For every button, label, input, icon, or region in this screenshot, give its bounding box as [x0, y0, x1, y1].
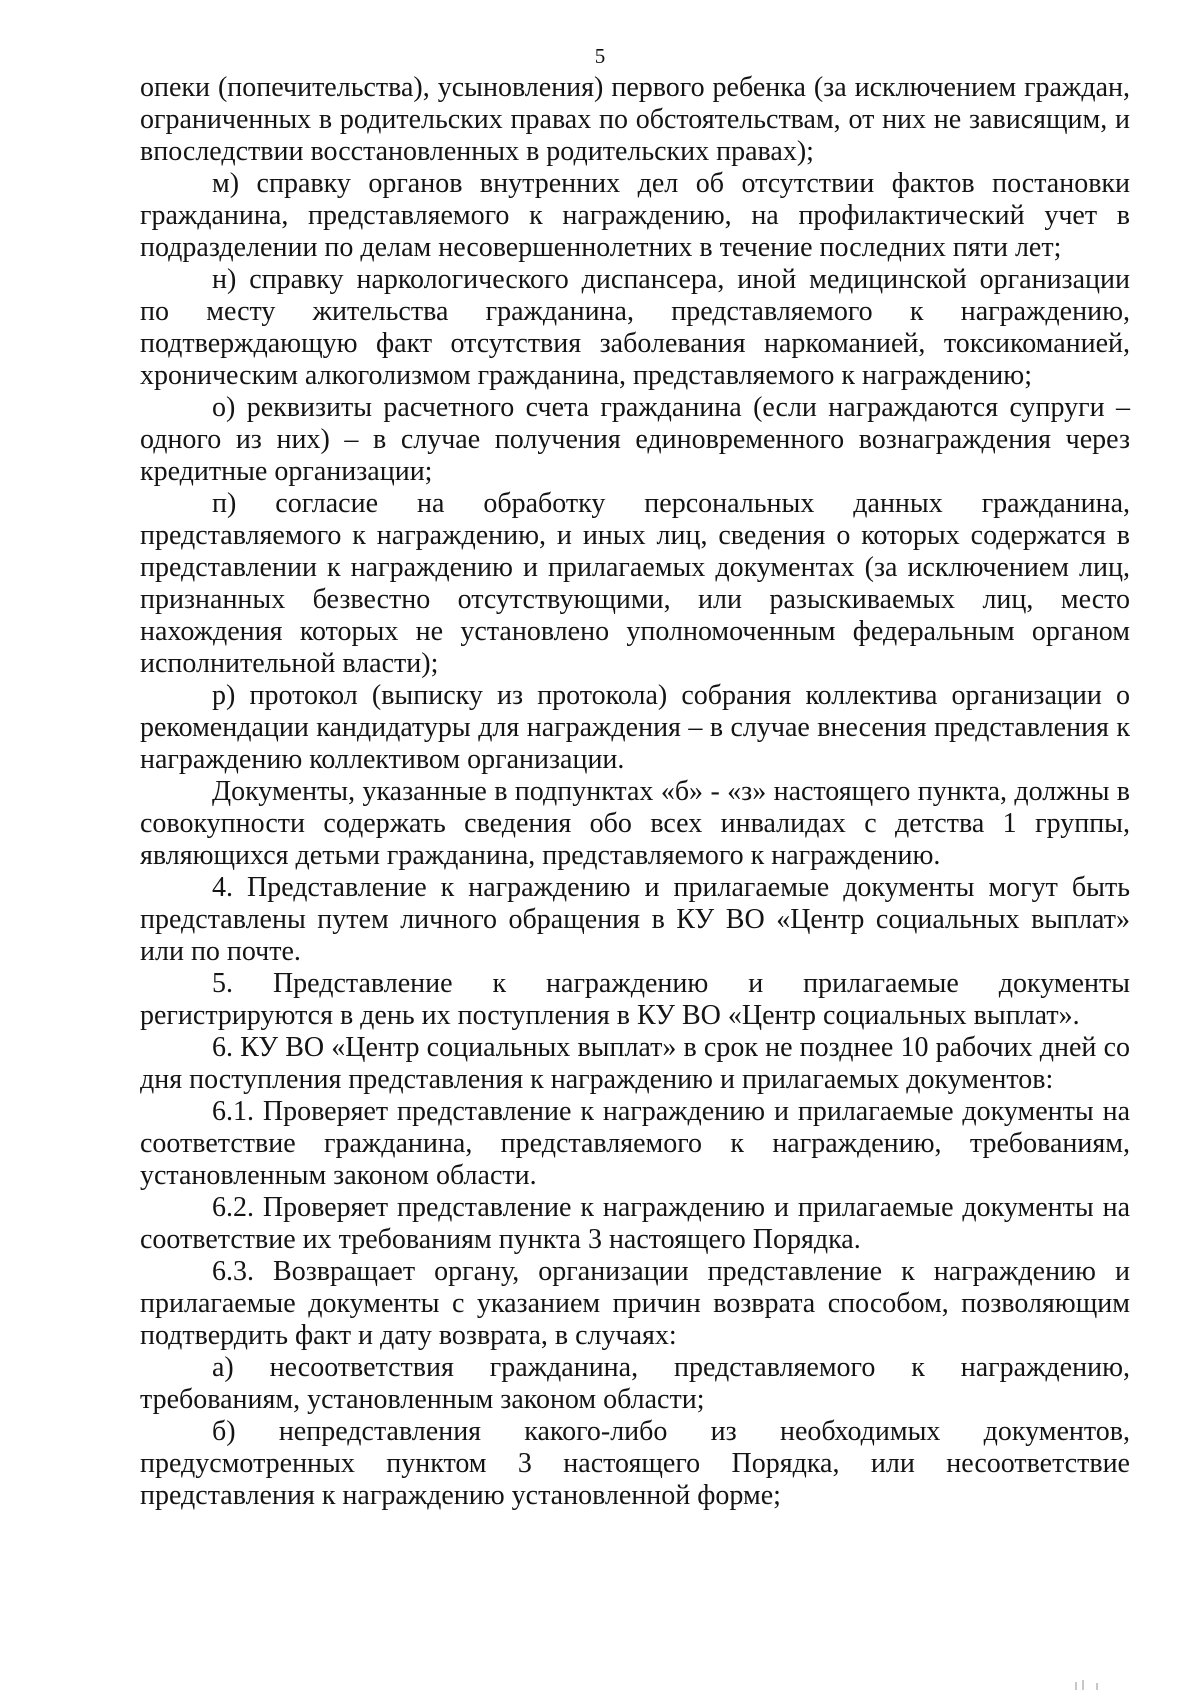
paragraph-clause-6-3: 6.3. Возвращает органу, организации представление к награждению и прилагаемые документы с указанием причин возврата способом, позволяющим подтвердить факт и дату возврата, в случаях: — [140, 1256, 1130, 1351]
document-body — [140, 72, 1130, 1512]
scan-artifact — [1096, 1683, 1098, 1690]
paragraph-item-p: п) согласие на обработку персональных данных гражданина, представляемого к награждению, и иных лиц, сведения о которых содержатся в представлении к награждению и прилагаемых документах (за исключением лиц, признанных безвестно отсутствующими, или разыскиваемых лиц, место нахождения которых не установлено уполномоченным федеральным органом исполнительной власти); — [140, 488, 1130, 679]
page-number: 5 — [594, 44, 606, 68]
paragraph-clause-6-1: 6.1. Проверяет представление к награждению и прилагаемые документы на соответствие гражданина, представляемого к награждению, требованиям, установленным законом области. — [140, 1096, 1130, 1191]
paragraph-clause-6: 6. КУ ВО «Центр социальных выплат» в срок не позднее 10 рабочих дней со дня поступления представления к награждению и прилагаемых документов: — [140, 1032, 1130, 1095]
paragraph-continuation: опеки (попечительства), усыновления) первого ребенка (за исключением граждан, ограниченных в родительских правах по обстоятельствам, от них не зависящим, и впоследствии восстановленных в родительских правах); — [140, 72, 1130, 167]
paragraph-clause-5: 5. Представление к награждению и прилагаемые документы регистрируются в день их поступления в КУ ВО «Центр социальных выплат». — [140, 968, 1130, 1031]
paragraph-clause-4: 4. Представление к награждению и прилагаемые документы могут быть представлены путем личного обращения в КУ ВО «Центр социальных выплат» или по почте. — [140, 872, 1130, 967]
paragraph-clause-6-2: 6.2. Проверяет представление к награждению и прилагаемые документы на соответствие их требованиям пункта 3 настоящего Порядка. — [140, 1192, 1130, 1255]
scan-artifact — [1082, 1680, 1084, 1690]
paragraph-item-o: о) реквизиты расчетного счета гражданина (если награждаются супруги – одного из них) – в случае получения единовременного вознаграждения через кредитные организации; — [140, 392, 1130, 487]
scan-artifact — [1075, 1682, 1077, 1690]
paragraph-subitem-b: б) непредставления какого-либо из необходимых документов, предусмотренных пунктом 3 настоящего Порядка, или несоответствие представления к награждению установленной форме; — [140, 1416, 1130, 1511]
paragraph-item-n: н) справку наркологического диспансера, иной медицинской организации по месту жительства гражданина, представляемого к награждению, подтверждающую факт отсутствия заболевания наркоманией, токсикоманией, хроническим алкоголизмом гражданина, представляемого к награждению; — [140, 264, 1130, 391]
paragraph-documents-note: Документы, указанные в подпунктах «б» - «з» настоящего пункта, должны в совокупности содержать сведения обо всех инвалидах с детства 1 группы, являющихся детьми гражданина, представляемого к награждению. — [140, 776, 1130, 871]
paragraph-item-m: м) справку органов внутренних дел об отсутствии фактов постановки гражданина, представляемого к награждению, на профилактический учет в подразделении по делам несовершеннолетних в течение последних пяти лет; — [140, 168, 1130, 263]
paragraph-subitem-a: а) несоответствия гражданина, представляемого к награждению, требованиям, установленным законом области; — [140, 1352, 1130, 1415]
paragraph-item-r: р) протокол (выписку из протокола) собрания коллектива организации о рекомендации кандидатуры для награждения – в случае внесения представления к награждению коллективом организации. — [140, 680, 1130, 775]
